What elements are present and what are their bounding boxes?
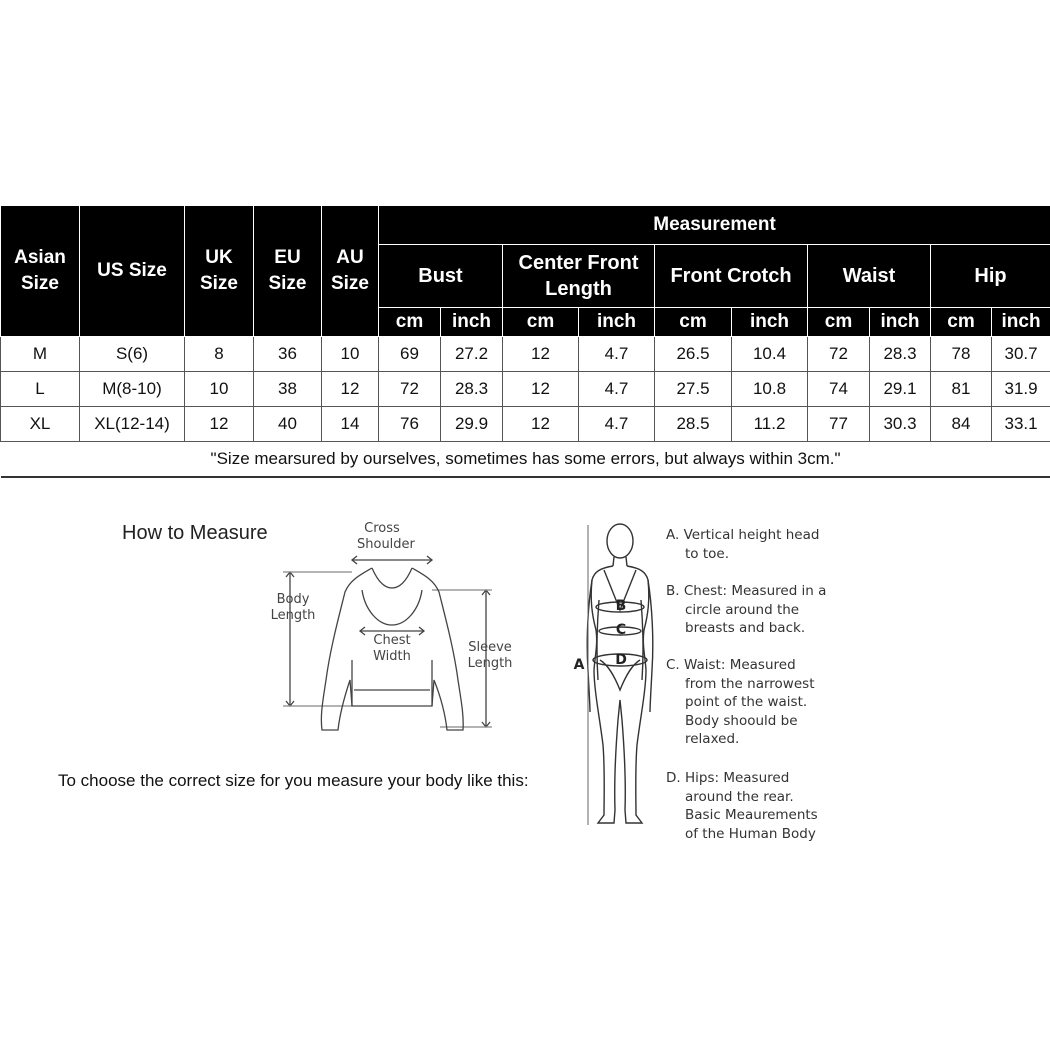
table-cell: 78: [931, 337, 992, 372]
table-row: [1, 372, 1050, 407]
description-line: point of the waist.: [685, 694, 808, 710]
description-line: Body shoould be: [685, 712, 798, 729]
header-eu-size: EU Size: [254, 206, 322, 337]
unit-header: inch: [732, 308, 808, 337]
chest-width-label: Chest Width: [373, 633, 411, 664]
table-cell: 30.7: [992, 337, 1050, 372]
cross-shoulder-label: Cross Shoulder: [357, 521, 415, 552]
table-cell: 12: [322, 372, 379, 407]
description-item: [666, 582, 851, 638]
description-letter: C.: [666, 657, 680, 673]
table-cell: 28.5: [655, 407, 732, 442]
description-item: [666, 656, 851, 749]
marker-b: B: [615, 598, 627, 614]
description-line: Basic Meaurements: [685, 807, 818, 823]
table-cell: 31.9: [992, 372, 1050, 407]
header-bust: Bust: [379, 245, 503, 308]
table-cell: 72: [379, 372, 441, 407]
table-cell: 84: [931, 407, 992, 442]
header-center-front-length: Center Front Length: [503, 245, 655, 308]
unit-header: cm: [379, 308, 441, 337]
table-cell: 12: [503, 337, 579, 372]
table-cell: 27.2: [441, 337, 503, 372]
description-line: of the Human Body: [685, 825, 816, 842]
size-chart-table: [0, 205, 1050, 478]
table-cell: 4.7: [579, 337, 655, 372]
unit-header: inch: [870, 308, 931, 337]
table-cell: 36: [254, 337, 322, 372]
description-line: around the rear.: [685, 788, 794, 805]
table-cell: 12: [185, 407, 254, 442]
table-cell: XL(12-14): [80, 407, 185, 442]
marker-a: A: [573, 657, 585, 673]
description-line: Hips: Measured: [684, 770, 790, 786]
description-line: Vertical height head: [683, 527, 820, 543]
table-cell: 27.5: [655, 372, 732, 407]
table-cell: 10: [185, 372, 254, 407]
description-item: [666, 769, 851, 843]
table-cell: 69: [379, 337, 441, 372]
description-line: breasts and back.: [685, 620, 806, 636]
table-cell: M(8-10): [80, 372, 185, 407]
unit-header: inch: [992, 308, 1050, 337]
table-row: [1, 407, 1050, 442]
description-item: [666, 526, 851, 563]
table-cell: 10.4: [732, 337, 808, 372]
table-cell: 76: [379, 407, 441, 442]
table-cell: 33.1: [992, 407, 1050, 442]
description-letter: D.: [666, 770, 681, 786]
table-cell: 29.9: [441, 407, 503, 442]
table-cell: 30.3: [870, 407, 931, 442]
table-cell: 4.7: [579, 407, 655, 442]
header-uk-size: UK Size: [185, 206, 254, 337]
header-measurement: Measurement: [379, 206, 1050, 245]
unit-header: cm: [931, 308, 992, 337]
table-cell: 10.8: [732, 372, 808, 407]
description-line: from the narrowest: [685, 675, 815, 692]
table-cell: 29.1: [870, 372, 931, 407]
description-line: to toe.: [685, 545, 729, 562]
marker-d: D: [615, 652, 627, 668]
sleeve-length-label: Sleeve Length: [467, 640, 513, 671]
table-cell: 81: [931, 372, 992, 407]
header-front-crotch: Front Crotch: [655, 245, 808, 308]
table-cell: 28.3: [441, 372, 503, 407]
table-cell: S(6): [80, 337, 185, 372]
description-line: relaxed.: [685, 731, 740, 747]
description-letter: B.: [666, 583, 680, 599]
unit-header: inch: [441, 308, 503, 337]
table-cell: 26.5: [655, 337, 732, 372]
header-hip: Hip: [931, 245, 1050, 308]
header-us-size: US Size: [80, 206, 185, 337]
header-waist: Waist: [808, 245, 931, 308]
description-letter: A.: [666, 527, 680, 543]
description-line: Chest: Measured in a: [683, 583, 827, 599]
unit-header: cm: [808, 308, 870, 337]
size-note: "Size mearsured by ourselves, sometimes has some errors, but always within 3cm.": [1, 442, 1050, 478]
table-cell: 40: [254, 407, 322, 442]
header-asian-size: Asian Size: [1, 206, 80, 337]
choose-size-instruction: To choose the correct size for you measure your body like this:: [58, 771, 529, 790]
table-cell: XL: [1, 407, 80, 442]
description-line: Waist: Measured: [684, 657, 796, 673]
table-cell: L: [1, 372, 80, 407]
table-cell: 10: [322, 337, 379, 372]
unit-header: inch: [579, 308, 655, 337]
table-cell: 74: [808, 372, 870, 407]
header-au-size: AU Size: [322, 206, 379, 337]
description-line: circle around the: [685, 601, 800, 618]
table-row: [1, 337, 1050, 372]
table-cell: 14: [322, 407, 379, 442]
table-cell: 12: [503, 407, 579, 442]
unit-header: cm: [655, 308, 732, 337]
unit-header: cm: [503, 308, 579, 337]
table-cell: 38: [254, 372, 322, 407]
body-length-label: Body Length: [270, 592, 316, 623]
table-cell: 11.2: [732, 407, 808, 442]
table-cell: 8: [185, 337, 254, 372]
table-cell: 12: [503, 372, 579, 407]
table-cell: 4.7: [579, 372, 655, 407]
marker-c: C: [615, 622, 627, 638]
how-to-measure-title: How to Measure: [122, 522, 268, 544]
table-cell: 72: [808, 337, 870, 372]
table-cell: M: [1, 337, 80, 372]
table-cell: 28.3: [870, 337, 931, 372]
table-cell: 77: [808, 407, 870, 442]
